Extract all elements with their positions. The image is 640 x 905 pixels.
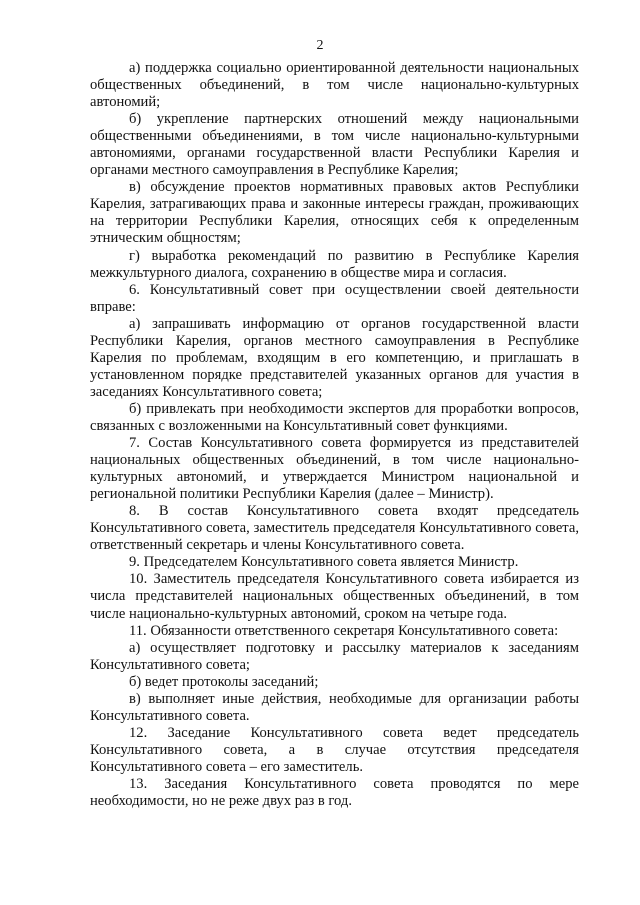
paragraph-13: 13. Заседания Консультативного совета проводятся по мере необходимости, но не реже двух раз в год.: [90, 775, 579, 810]
paragraph-6b: б) привлекать при необходимости экспертов для проработки вопросов, связанных с возложенными на Консультативный совет функциями.: [90, 400, 579, 434]
paragraph-5c: в) обсуждение проектов нормативных правовых актов Республики Карелия, затрагивающих права и законные интересы граждан, проживающих на территории Республики Карелия, относящих себя к определенным этническим общностям;: [90, 179, 579, 247]
paragraph-11b: б) ведет протоколы заседаний;: [129, 673, 319, 690]
paragraph-9: 9. Председателем Консультативного совета является Министр.: [129, 554, 519, 571]
paragraph-11c: в) выполняет иные действия, необходимые для организации работы Консультативного совета.: [90, 690, 579, 724]
page-number: 2: [316, 38, 324, 53]
paragraph-10: 10. Заместитель председателя Консультативного совета избирается из числа представителей национальных общественных объединений, в том числе национально-культурных автономий, сроком на четыре года.: [90, 571, 579, 622]
paragraph-11: 11. Обязанности ответственного секретаря Консультативного совета:: [129, 622, 559, 639]
paragraph-6a: а) запрашивать информацию от органов государственной власти Республики Карелия, органов местного самоуправления в Республике Карелия по проблемам, входящим в его компетенцию, и приглашать в установленном порядке представителей указанных органов для участия в заседаниях Консультативного совета;: [90, 315, 579, 400]
paragraph-5d: г) выработка рекомендаций по развитию в Республике Карелия межкультурного диалога, сохранению в обществе мира и согласия.: [90, 247, 579, 281]
paragraph-11a: а) осуществляет подготовку и рассылку материалов к заседаниям Консультативного совета;: [90, 639, 579, 673]
document-body: [90, 60, 579, 810]
paragraph-12: 12. Заседание Консультативного совета ведет председатель Консультативного совета, а в случае отсутствия председателя Консультативного совета – его заместитель.: [90, 724, 579, 775]
paragraph-6: 6. Консультативный совет при осуществлении своей деятельности вправе:: [90, 281, 579, 315]
paragraph-5a: а) поддержка социально ориентированной деятельности национальных общественных объединений, в том числе национально-культурных автономий;: [90, 60, 579, 111]
paragraph-5b: б) укрепление партнерских отношений между национальными общественными объединениями, в том числе национально-культурными автономиями, органами государственной власти Республики Карелия и органами местного самоуправления в Республике Карелия;: [90, 111, 579, 179]
paragraph-7: 7. Состав Консультативного совета формируется из представителей национальных общественных объединений, в том числе национально-культурных автономий, и утверждается Министром национальной и региональной политики Республики Карелия (далее – Министр).: [90, 435, 579, 503]
paragraph-8: 8. В состав Консультативного совета входят председатель Консультативного совета, заместитель председателя Консультативного совета, ответственный секретарь и члены Консультативного совета.: [90, 503, 579, 554]
